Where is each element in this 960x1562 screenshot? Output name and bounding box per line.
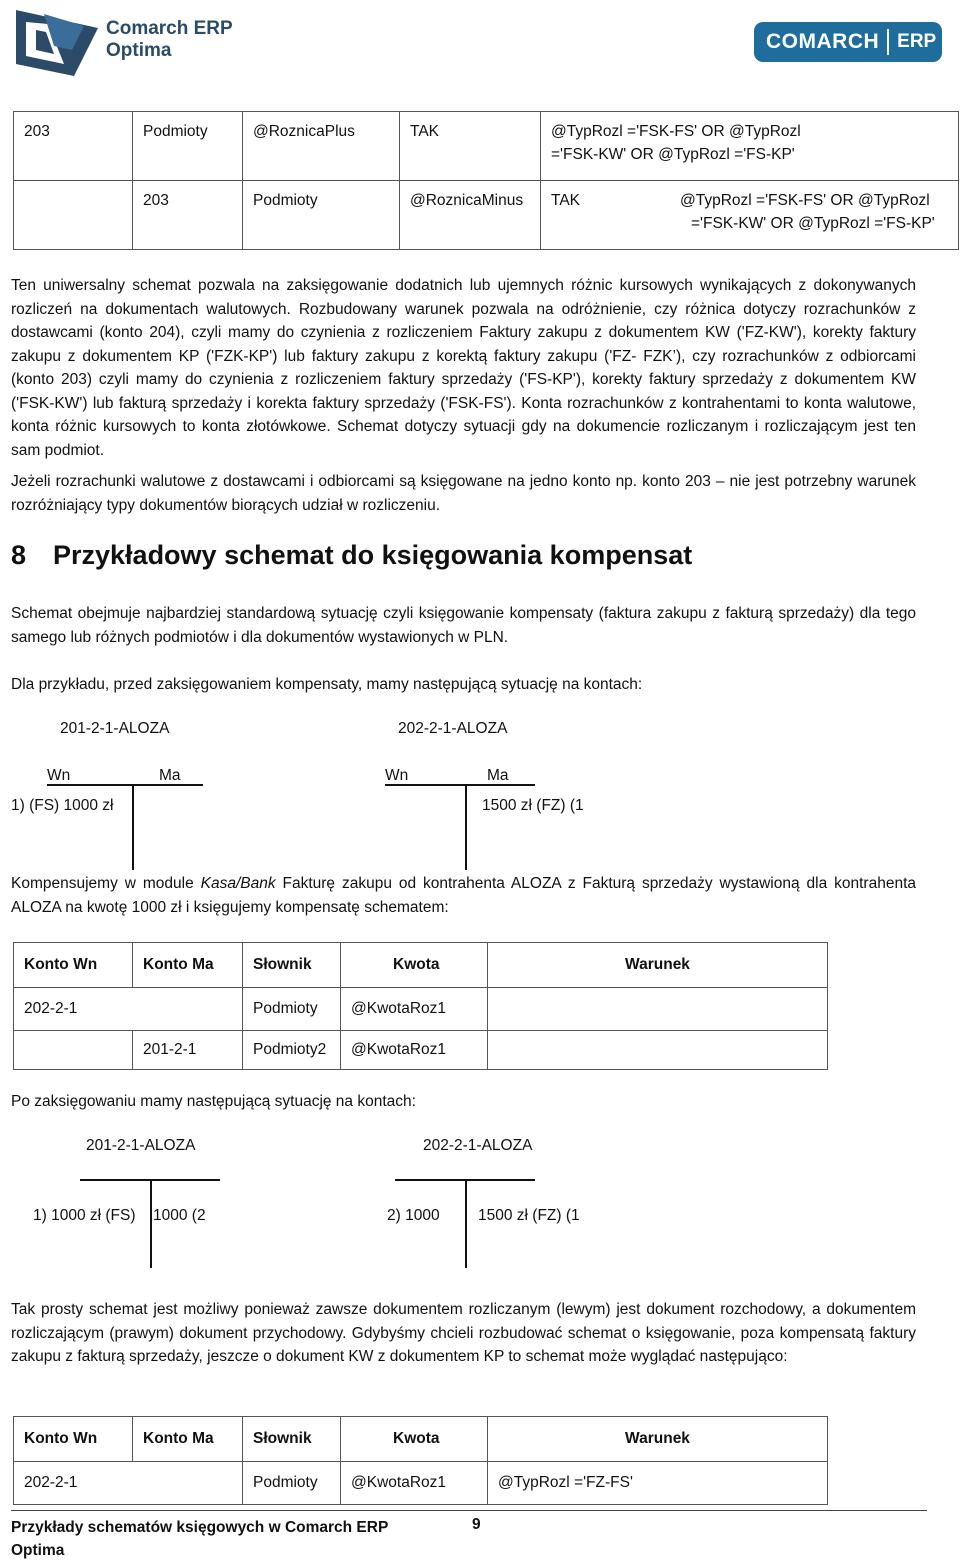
paragraph-text: Jeżeli rozrachunki walutowe z dostawcami i odbiorcami są księgowane na jedno konto np. konto 203 – nie jest potrzebny warunek rozróżniający typy dokumentów biorących udział w rozliczeniu. bbox=[11, 473, 916, 514]
table-cell bbox=[488, 1031, 828, 1070]
column-header: Konto Wn bbox=[14, 943, 133, 988]
table-cell: 203 bbox=[14, 112, 133, 181]
column-header: Konto Ma bbox=[133, 1417, 243, 1462]
extended-scheme-table bbox=[13, 1416, 828, 1505]
table-cell: @TypRozl ='FSK-FS' OR @TypRozl ='FSK-KW' OR @TypRozl ='FS-KP' bbox=[541, 112, 959, 181]
schema-table-continued bbox=[13, 111, 959, 250]
taccount-credit-label: Ma bbox=[159, 767, 181, 784]
paragraph-example-intro bbox=[11, 673, 916, 697]
column-header: Warunek bbox=[488, 1417, 828, 1462]
table-cell: TAK bbox=[400, 112, 541, 181]
brand-suffix: ERP bbox=[897, 31, 937, 52]
table-row bbox=[14, 181, 959, 250]
taccount-name: 201-2-1-ALOZA bbox=[86, 1137, 196, 1154]
table-cell: 202-2-1 bbox=[14, 1462, 133, 1505]
paragraph-extended-scheme bbox=[11, 1298, 916, 1369]
paragraph-single-account bbox=[11, 470, 916, 517]
brand-separator bbox=[887, 29, 889, 55]
table-cell: 202-2-1 bbox=[14, 988, 133, 1031]
brand-name: COMARCH bbox=[766, 30, 880, 53]
column-header: Kwota bbox=[341, 943, 488, 988]
table-cell: @TypRozl ='FZ-FS' bbox=[488, 1462, 828, 1505]
table-cell: @KwotaRoz1 bbox=[341, 1031, 488, 1070]
paragraph-scheme-description bbox=[11, 602, 916, 649]
table-cell bbox=[14, 181, 133, 250]
table-cell: @KwotaRoz1 bbox=[341, 988, 488, 1031]
column-header: Kwota bbox=[341, 1417, 488, 1462]
taccount-divider bbox=[465, 1180, 467, 1268]
table-header-row bbox=[14, 943, 828, 988]
taccount-name: 201-2-1-ALOZA bbox=[60, 720, 170, 737]
table-cell bbox=[133, 988, 243, 1031]
logo-line1: Comarch ERP bbox=[106, 18, 233, 39]
taccount-debit-label: Wn bbox=[47, 767, 71, 784]
table-cell bbox=[488, 988, 828, 1031]
table-cell: Podmioty bbox=[243, 988, 341, 1031]
table-cell bbox=[133, 1462, 243, 1505]
paragraph-text: Ten uniwersalny schemat pozwala na zaksięgowanie dodatnich lub ujemnych różnic kursowych wynikających z dokonywanych rozliczeń na dokumentach walutowych. bbox=[11, 277, 916, 318]
column-header: Słownik bbox=[243, 943, 341, 988]
paragraph-text: Dla przykładu, przed zaksięgowaniem kompensaty, mamy następującą sytuację na kontach: bbox=[11, 676, 643, 693]
table-row bbox=[14, 1031, 828, 1070]
logo-line2: Optima bbox=[106, 40, 172, 61]
paragraph-text: Po zaksięgowaniu mamy następującą sytuację na kontach: bbox=[11, 1093, 416, 1110]
taccount-debit-entry: 2) 1000 bbox=[387, 1207, 440, 1224]
table-cell: @RoznicaMinus bbox=[400, 181, 541, 250]
compensation-scheme-table bbox=[13, 942, 828, 1070]
section-number: 8 bbox=[11, 540, 27, 570]
table-cell: @RoznicaPlus bbox=[243, 112, 400, 181]
table-cell: 201-2-1 bbox=[133, 1031, 243, 1070]
taccount-credit-label: Ma bbox=[487, 767, 509, 784]
taccount-top-line bbox=[47, 784, 203, 786]
column-header: Warunek bbox=[488, 943, 828, 988]
footer-title-line2: Optima bbox=[11, 1542, 65, 1559]
table-cell: Podmioty bbox=[243, 181, 400, 250]
taccount-top-line bbox=[385, 784, 535, 786]
taccount-credit-entry: 1500 zł (FZ) (1 bbox=[478, 1207, 580, 1224]
table-cell: Podmioty2 bbox=[243, 1031, 341, 1070]
footer-divider bbox=[11, 1510, 927, 1511]
table-cell: TAK @TypRozl ='FSK-FS' OR @TypRozl ='FSK-KW' OR @TypRozl ='FS-KP' bbox=[541, 181, 959, 250]
paragraph-text: Rozbudowany warunek pozwala na odróżnienie, czy różnica dotyczy rozrachunków z dostawcami (konto 204), czyli mamy do czynienia z rozliczeniem Faktury zakupu z dokumentem KW ('FZ-KW'), korekty faktury zakupu z dokumentem KP ('FZK-KP') lub faktury zakupu z korektą faktury zakupu ('FZ- FZK’), czy rozrachunków z odbiorcami (konto 203) czyli mamy do czynienia z rozliczeniem faktury sprzedaży ('FS-KP'), korekty faktury sprzedaży z dokumentem KW ('FSK-KW') lub fakturą sprzedaży i korekta faktury sprzedaży ('FSK-FS'). Konta rozrachunków z kontrahentami to konta walutowe, konta różnic kursowych to konta złotówkowe. Schemat dotyczy sytuacji gdy na dokumencie rozliczanym i rozliczającym jest ten sam podmiot. bbox=[11, 300, 916, 459]
taccount-entry: 1) (FS) 1000 zł bbox=[11, 797, 114, 814]
paragraph-compensation bbox=[11, 872, 916, 919]
taccount-debit-label: Wn bbox=[385, 767, 409, 784]
taccount-debit-entry: 1) 1000 zł (FS) bbox=[33, 1207, 136, 1224]
paragraph-text: Fakturę zakupu od kontrahenta ALOZA z Fakturą sprzedaży wystawioną dla kontrahenta ALOZA na kwotę 1000 zł i księgujemy kompensatę schematem: bbox=[11, 875, 916, 916]
taccount-entry: 1500 zł (FZ) (1 bbox=[482, 797, 584, 814]
paragraph-text: Tak prosty schemat jest możliwy ponieważ zawsze dokumentem rozliczanym (lewym) jest dokument rozchodowy, a dokumentem rozliczającym (prawym) dokument przychodowy. Gdybyśmy chcieli rozbudować schemat o księgowanie, poza kompensatą faktury zakupu z fakturą sprzedaży, jeszcze o dokument KW z dokumentem KP to schemat może wyglądać następująco: bbox=[11, 1301, 916, 1365]
module-name: Kasa/Bank bbox=[200, 875, 276, 892]
section-heading bbox=[11, 540, 692, 571]
table-row bbox=[14, 112, 959, 181]
column-header: Słownik bbox=[243, 1417, 341, 1462]
paragraph-text: Kompensujemy w module bbox=[11, 875, 201, 892]
table-cell: 203 bbox=[133, 181, 243, 250]
comarch-brand-logo bbox=[754, 22, 942, 62]
paragraph-text: Schemat obejmuje najbardziej standardową sytuację czyli księgowanie kompensaty (faktura zakupu z fakturą sprzedaży) dla tego samego lub różnych podmiotów i dla dokumentów wystawionych w PLN. bbox=[11, 605, 916, 646]
taccount-name: 202-2-1-ALOZA bbox=[423, 1137, 533, 1154]
section-title: Przykładowy schemat do księgowania kompensat bbox=[53, 540, 693, 570]
table-cell: Podmioty bbox=[133, 112, 243, 181]
column-header: Konto Wn bbox=[14, 1417, 133, 1462]
page-number: 9 bbox=[472, 1516, 481, 1533]
paragraph-exchange-differences bbox=[11, 274, 916, 462]
page-footer bbox=[11, 1516, 388, 1562]
table-header-row bbox=[14, 1417, 828, 1462]
taccount-credit-entry: 1000 (2 bbox=[153, 1207, 206, 1224]
taccount-divider bbox=[150, 1180, 152, 1268]
table-cell: @KwotaRoz1 bbox=[341, 1462, 488, 1505]
taccount-divider bbox=[465, 785, 467, 870]
taccount-name: 202-2-1-ALOZA bbox=[398, 720, 508, 737]
footer-title-line1: Przykłady schematów księgowych w Comarch ERP bbox=[11, 1519, 389, 1536]
column-header: Konto Ma bbox=[133, 943, 243, 988]
table-row bbox=[14, 988, 828, 1031]
table-cell: Podmioty bbox=[243, 1462, 341, 1505]
paragraph-after-posting bbox=[11, 1090, 916, 1114]
comarch-erp-optima-logo bbox=[14, 6, 244, 78]
table-cell bbox=[14, 1031, 133, 1070]
table-row bbox=[14, 1462, 828, 1505]
taccount-divider bbox=[132, 785, 134, 870]
